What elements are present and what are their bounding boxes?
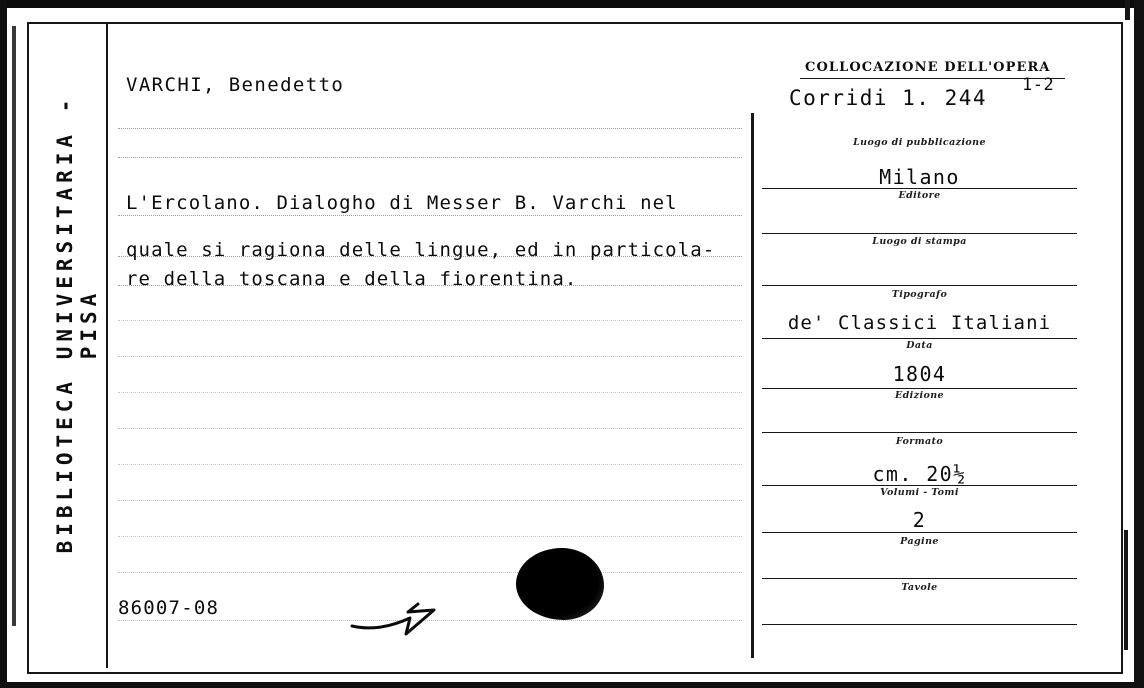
field-rule [762,624,1077,625]
rule-line [118,320,742,322]
title-line-1: L'Ercolano. Dialogho di Messer B. Varchi nel [126,192,678,214]
field-label-formato: Formato [895,436,944,447]
field-rule [762,485,1077,486]
field-rule [762,532,1077,533]
rule-line [118,128,742,130]
scan-edge-left [0,0,7,688]
author-text: VARCHI, Benedetto [126,74,345,96]
field-rule [762,188,1077,189]
scan-edge-right-bottom-mark [1124,530,1128,650]
scan-edge-top [0,0,1144,8]
field-rule [762,432,1077,433]
shelfmark-value: Corridi 1. 244 [789,86,988,110]
shelfmark-superscript: 1-2 [1022,75,1055,95]
rule-line [118,356,742,358]
field-label-editore: Editore [898,190,941,201]
library-stamp: BIBLIOTECA UNIVERSITARIA - PISA [53,94,101,554]
scan-edge-right [1134,0,1144,688]
field-rule [762,233,1077,234]
rule-line [118,464,742,466]
field-label-tipografo: Tipografo [891,289,948,300]
inventory-number: 86007-08 [118,597,220,619]
rule-line [118,572,742,574]
card-spine-divider [106,24,108,668]
scan-edge-left-secondary [12,26,16,626]
field-rule [762,578,1077,579]
rule-line [118,215,742,217]
rule-line [118,500,742,502]
field-value-tipografo: de' Classici Italiani [787,312,1052,334]
field-value-data: 1804 [892,362,947,386]
field-value-volumi-tomi: 2 [912,508,927,532]
shelfmark-label: COLLOCAZIONE DELL'OPERA [805,60,1051,75]
ink-blot [516,548,604,620]
rule-line [118,392,742,394]
rule-line [118,428,742,430]
field-value-formato: cm. 20½ [872,462,967,486]
rule-line [118,536,742,538]
field-label-edizione: Edizione [895,390,944,401]
title-line-2: quale si ragiona delle lingue, ed in particola- [126,239,716,261]
scan-edge-right-top-mark [1125,0,1130,20]
scan-edge-bottom [0,682,1144,688]
handwritten-flourish-icon [348,600,438,640]
title-line-3: re della toscana e della fiorentina. [126,268,578,290]
field-label-volumi-tomi: Volumi - Tomi [880,487,959,498]
rule-line [118,157,742,159]
card-right-column-divider [751,113,754,658]
field-label-pagine: Pagine [900,536,939,547]
field-label-luogo-stampa: Luogo di stampa [872,236,967,247]
field-rule [762,285,1077,286]
field-label-luogo-pubblicazione: Luogo di pubblicazione [853,137,986,148]
field-value-luogo-pubblicazione: Milano [879,165,960,189]
field-label-tavole: Tavole [901,582,938,593]
field-rule [762,338,1077,339]
field-rule [762,388,1077,389]
field-label-data: Data [906,340,933,351]
